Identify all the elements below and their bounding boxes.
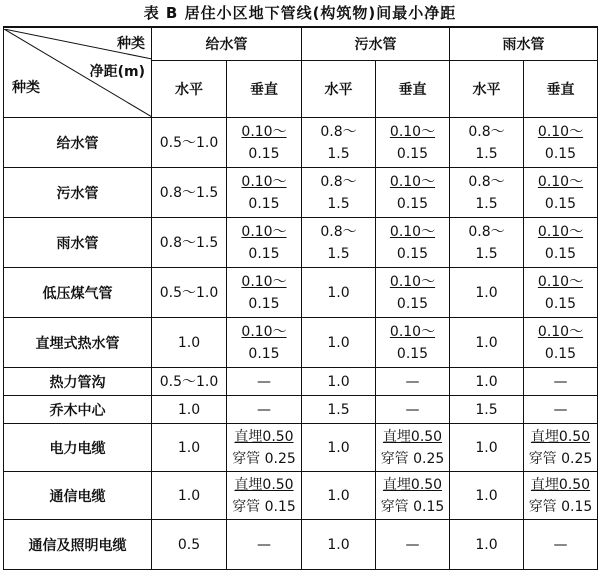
horizontal-clearance-cell [450, 424, 524, 472]
horizontal-clearance-cell [450, 168, 524, 218]
cell-value: 0.8～ [320, 223, 357, 240]
table-row [4, 168, 598, 218]
cell-value: 1.5 [327, 401, 350, 418]
vertical-clearance-cell [376, 520, 450, 570]
cell-value: 1.0 [327, 536, 350, 553]
row-pipe-name: 污水管 [4, 168, 152, 218]
group-rainwater: 雨水管 [450, 27, 598, 61]
cell-value: — [257, 536, 271, 553]
cell-value: — [257, 373, 271, 390]
cell-value: 0.15 [248, 195, 280, 212]
cell-value: 0.8～ [468, 173, 505, 190]
table-row [4, 118, 598, 168]
vertical-clearance-cell [227, 118, 302, 168]
vertical-clearance-cell [376, 168, 450, 218]
table-row [4, 268, 598, 318]
cell-value: 0.10～ [389, 323, 436, 340]
cell-value: 0.15 [248, 145, 280, 162]
cell-value: 0.5～1.0 [159, 134, 219, 151]
cell-value: 0.15 [396, 295, 429, 312]
table-row [4, 368, 598, 396]
cell-value: 0.5～1.0 [159, 373, 219, 390]
vertical-clearance-cell [524, 368, 598, 396]
vertical-clearance-cell [376, 268, 450, 318]
cell-value: 1.0 [327, 487, 350, 504]
cell-value: — [405, 373, 420, 390]
horizontal-clearance-cell [450, 368, 524, 396]
table-row [4, 396, 598, 424]
cell-value: 0.8～ [468, 223, 505, 240]
horizontal-clearance-cell [152, 318, 227, 368]
diagonal-header-cell [4, 27, 152, 118]
vertical-clearance-cell [227, 368, 302, 396]
row-pipe-name: 直埋式热水管 [4, 318, 152, 368]
cell-value: 0.10～ [241, 223, 287, 240]
clearance-table [3, 26, 598, 570]
row-pipe-name: 低压煤气管 [4, 268, 152, 318]
cell-value: 直埋0.50 [382, 428, 443, 445]
cell-value: 1.0 [177, 439, 201, 456]
horizontal-clearance-cell [302, 520, 376, 570]
horizontal-clearance-cell [450, 218, 524, 268]
horizontal-clearance-cell [302, 268, 376, 318]
horizontal-clearance-cell [450, 472, 524, 520]
cell-value: 0.15 [248, 245, 280, 262]
cell-value: 0.15 [396, 245, 429, 262]
row-pipe-name: 通信电缆 [4, 472, 152, 520]
cell-value: 0.8～1.5 [159, 184, 219, 201]
horizontal-clearance-cell [450, 396, 524, 424]
sub-vertical: 垂直 [524, 61, 598, 118]
cell-value: 0.10～ [389, 223, 436, 240]
horizontal-clearance-cell [302, 118, 376, 168]
cell-value: 0.8～ [468, 123, 505, 140]
cell-value: 1.0 [177, 401, 201, 418]
horizontal-clearance-cell [450, 118, 524, 168]
cell-value: 1.5 [475, 145, 498, 162]
cell-value: 0.10～ [537, 223, 584, 240]
horizontal-clearance-cell [152, 396, 227, 424]
vertical-clearance-cell [227, 396, 302, 424]
cell-value: 1.0 [475, 536, 498, 553]
group-water-supply: 给水管 [152, 27, 302, 61]
horizontal-clearance-cell [302, 318, 376, 368]
horizontal-clearance-cell [302, 168, 376, 218]
cell-value: 0.15 [396, 195, 429, 212]
horizontal-clearance-cell [302, 424, 376, 472]
vertical-clearance-cell [524, 318, 598, 368]
cell-value: 0.8～1.5 [159, 234, 219, 251]
cell-value: 1.0 [475, 439, 498, 456]
cell-value: — [405, 536, 420, 553]
vertical-clearance-cell [376, 396, 450, 424]
cell-value: 0.15 [544, 195, 577, 212]
vertical-clearance-cell [524, 424, 598, 472]
sub-horizontal: 水平 [302, 61, 376, 118]
horizontal-clearance-cell [450, 268, 524, 318]
cell-value: 0.10～ [537, 323, 584, 340]
row-pipe-name: 通信及照明电缆 [4, 520, 152, 570]
cell-value: 1.0 [177, 334, 201, 351]
cell-value: 0.8～ [320, 173, 357, 190]
vertical-clearance-cell [376, 318, 450, 368]
horizontal-clearance-cell [152, 368, 227, 396]
row-pipe-name: 雨水管 [4, 218, 152, 268]
cell-value: 0.15 [544, 295, 577, 312]
cell-value: 0.10～ [241, 123, 287, 140]
row-pipe-name: 乔木中心 [4, 396, 152, 424]
table-row [4, 424, 598, 472]
cell-value: 0.15 [396, 145, 429, 162]
vertical-clearance-cell [524, 472, 598, 520]
vertical-clearance-cell [227, 318, 302, 368]
horizontal-clearance-cell [450, 520, 524, 570]
cell-value: 0.10～ [537, 123, 584, 140]
cell-value: — [553, 536, 568, 553]
sub-horizontal: 水平 [450, 61, 524, 118]
row-pipe-name: 电力电缆 [4, 424, 152, 472]
cell-value: 1.5 [475, 195, 498, 212]
horizontal-clearance-cell [152, 472, 227, 520]
horizontal-clearance-cell [152, 118, 227, 168]
vertical-clearance-cell [227, 520, 302, 570]
vertical-clearance-cell [376, 424, 450, 472]
vertical-clearance-cell [524, 168, 598, 218]
vertical-clearance-cell [227, 268, 302, 318]
cell-value: 0.10～ [537, 173, 584, 190]
cell-value: 0.15 [544, 245, 577, 262]
cell-value: 0.10～ [389, 273, 436, 290]
horizontal-clearance-cell [152, 168, 227, 218]
cell-value: 1.5 [327, 195, 350, 212]
table-row [4, 472, 598, 520]
group-sewage: 污水管 [302, 27, 450, 61]
cell-value: 1.0 [327, 373, 350, 390]
header-kind-top: 种类 [117, 35, 145, 52]
cell-value: 1.0 [327, 284, 350, 301]
vertical-clearance-cell [376, 218, 450, 268]
horizontal-clearance-cell [152, 218, 227, 268]
horizontal-clearance-cell [152, 520, 227, 570]
cell-value: 直埋0.50 [530, 428, 591, 445]
cell-value: — [553, 373, 568, 390]
cell-value: 穿管 0.15 [380, 498, 445, 515]
cell-value: 1.0 [475, 487, 498, 504]
cell-value: 1.5 [475, 401, 498, 418]
cell-value: 0.10～ [241, 173, 287, 190]
horizontal-clearance-cell [152, 268, 227, 318]
cell-value: 0.5 [177, 536, 201, 553]
cell-value: 直埋0.50 [234, 476, 294, 493]
cell-value: 1.5 [327, 145, 350, 162]
cell-value: — [553, 401, 568, 418]
header-clearance: 净距(m) [89, 63, 145, 80]
cell-value: 0.10～ [389, 123, 436, 140]
horizontal-clearance-cell [302, 472, 376, 520]
vertical-clearance-cell [227, 424, 302, 472]
cell-value: 1.5 [475, 245, 498, 262]
cell-value: 0.10～ [241, 323, 287, 340]
cell-value: — [257, 401, 271, 418]
cell-value: 1.0 [475, 334, 498, 351]
header-kind-left: 种类 [12, 79, 40, 96]
vertical-clearance-cell [376, 472, 450, 520]
cell-value: 1.0 [177, 487, 201, 504]
cell-value: — [405, 401, 420, 418]
cell-value: 穿管 0.25 [528, 450, 593, 467]
cell-value: 0.15 [248, 345, 280, 362]
cell-value: 直埋0.50 [234, 428, 294, 445]
vertical-clearance-cell [524, 396, 598, 424]
cell-value: 穿管 0.25 [380, 450, 445, 467]
sub-vertical: 垂直 [376, 61, 450, 118]
cell-value: 0.10～ [241, 273, 287, 290]
sub-vertical: 垂直 [227, 61, 302, 118]
cell-value: 0.15 [396, 345, 429, 362]
vertical-clearance-cell [227, 472, 302, 520]
horizontal-clearance-cell [450, 318, 524, 368]
table-title: 表 B 居住小区地下管线(构筑物)间最小净距 [143, 4, 457, 22]
vertical-clearance-cell [524, 520, 598, 570]
cell-value: 直埋0.50 [530, 476, 591, 493]
table-row [4, 520, 598, 570]
horizontal-clearance-cell [302, 218, 376, 268]
cell-value: 1.0 [475, 373, 498, 390]
vertical-clearance-cell [227, 168, 302, 218]
sub-horizontal: 水平 [152, 61, 227, 118]
horizontal-clearance-cell [152, 424, 227, 472]
row-pipe-name: 给水管 [4, 118, 152, 168]
vertical-clearance-cell [524, 218, 598, 268]
horizontal-clearance-cell [302, 368, 376, 396]
cell-value: 0.8～ [320, 123, 357, 140]
horizontal-clearance-cell [302, 396, 376, 424]
cell-value: 0.10～ [389, 173, 436, 190]
cell-value: 穿管 0.15 [528, 498, 593, 515]
cell-value: 0.15 [544, 145, 577, 162]
cell-value: 0.5～1.0 [159, 284, 219, 301]
cell-value: 1.0 [327, 334, 350, 351]
cell-value: 穿管 0.15 [232, 498, 296, 515]
cell-value: 1.0 [327, 439, 350, 456]
cell-value: 0.15 [248, 295, 280, 312]
cell-value: 直埋0.50 [382, 476, 443, 493]
table-row [4, 318, 598, 368]
vertical-clearance-cell [524, 268, 598, 318]
vertical-clearance-cell [524, 118, 598, 168]
row-pipe-name: 热力管沟 [4, 368, 152, 396]
cell-value: 1.0 [475, 284, 498, 301]
cell-value: 1.5 [327, 245, 350, 262]
vertical-clearance-cell [227, 218, 302, 268]
vertical-clearance-cell [376, 368, 450, 396]
cell-value: 穿管 0.25 [232, 450, 296, 467]
cell-value: 0.15 [544, 345, 577, 362]
vertical-clearance-cell [376, 118, 450, 168]
table-row [4, 218, 598, 268]
cell-value: 0.10～ [537, 273, 584, 290]
